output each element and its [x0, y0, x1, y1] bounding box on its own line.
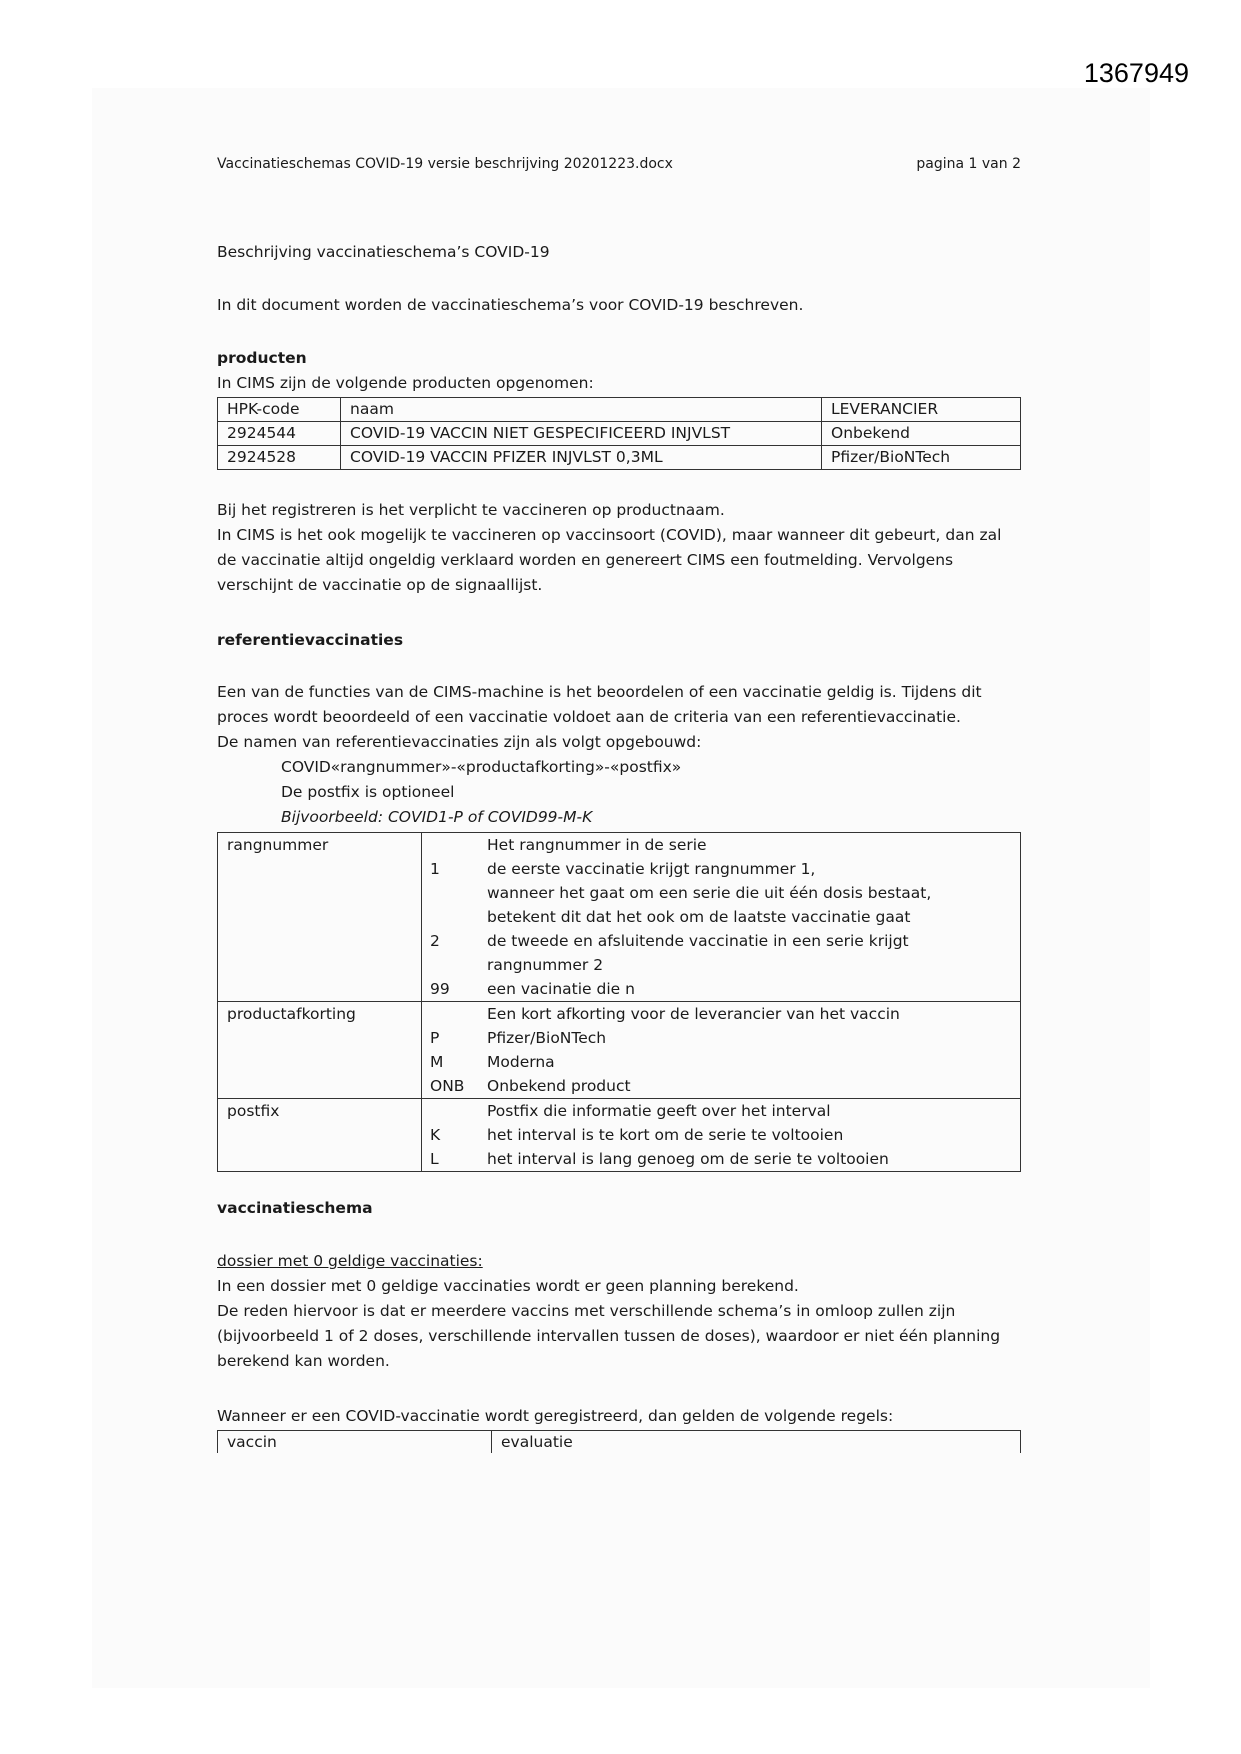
schema-paragraph [217, 1249, 1021, 1374]
naming-example: Bijvoorbeeld: COVID1-P of COVID99-M-K [281, 808, 593, 826]
table-row-rangnummer [218, 833, 1021, 1002]
code-value [430, 881, 470, 905]
code-value: 2 [430, 932, 440, 950]
description-line: Moderna [487, 1053, 555, 1071]
registratie-line: In CIMS is het ook mogelijk te vaccineren op vaccinsoort (COVID), maar wanneer dit gebeurt, dan zal [217, 526, 1002, 544]
rules-table [217, 1430, 1021, 1453]
registratie-line: verschijnt de vaccinatie op de signaallijst. [217, 576, 543, 594]
description-line: Het rangnummer in de serie [487, 836, 707, 854]
table-row-postfix [218, 1099, 1021, 1172]
schema-line: In een dossier met 0 geldige vaccinaties wordt er geen planning berekend. [217, 1277, 799, 1295]
description-line: Een kort afkorting voor de leverancier van het vaccin [487, 1005, 900, 1023]
description-line: Postfix die informatie geeft over het interval [487, 1102, 831, 1120]
table-header-row [218, 1431, 1021, 1454]
code-column [422, 1002, 480, 1099]
cell-hpk: 2924528 [218, 446, 341, 470]
description-column [479, 1099, 1021, 1172]
description-line: het interval is te kort om de serie te voltooien [487, 1126, 844, 1144]
intro-text: In dit document worden de vaccinatieschema’s voor COVID-19 beschreven. [217, 296, 804, 314]
description-line: betekent dit dat het ook om de laatste vaccinatie gaat [487, 908, 911, 926]
cell-naam: COVID-19 VACCIN NIET GESPECIFICEERD INJVLST [341, 422, 822, 446]
schema-line: berekend kan worden. [217, 1352, 390, 1370]
code-value [430, 1002, 470, 1026]
referentie-paragraph [217, 680, 1021, 830]
code-value [430, 833, 470, 857]
referentie-line: Een van de functies van de CIMS-machine is het beoordelen of een vaccinatie geldig is. Tijdens dit [217, 683, 982, 701]
column-header-leverancier: LEVERANCIER [822, 398, 1021, 422]
code-column [422, 833, 480, 1002]
row-label-rangnummer: rangnummer [218, 833, 422, 1002]
description-line: een vacinatie die n [487, 980, 635, 998]
table-row [218, 446, 1021, 470]
description-line: het interval is lang genoeg om de serie te voltooien [487, 1150, 889, 1168]
column-header-vaccin: vaccin [218, 1431, 492, 1454]
schema-line: De reden hiervoor is dat er meerdere vaccins met verschillende schema’s in omloop zullen zijn [217, 1302, 956, 1320]
code-value [430, 953, 470, 977]
code-value: 1 [430, 860, 440, 878]
description-line: wanneer het gaat om een serie die uit één dosis bestaat, [487, 884, 932, 902]
naming-pattern: COVID«rangnummer»-«productafkorting»-«postfix» [281, 758, 682, 776]
document-title: Beschrijving vaccinatieschema’s COVID-19 [217, 243, 550, 261]
code-value: P [430, 1029, 440, 1047]
code-value: L [430, 1150, 439, 1168]
rules-lead: Wanneer er een COVID-vaccinatie wordt geregistreerd, dan gelden de volgende regels: [217, 1407, 894, 1425]
referentie-line: De namen van referentievaccinaties zijn als volgt opgebouwd: [217, 733, 702, 751]
page-header [217, 152, 1021, 177]
naming-table [217, 832, 1021, 1172]
schema-line: (bijvoorbeeld 1 of 2 doses, verschillende intervallen tussen de doses), waardoor er niet één planning [217, 1327, 1001, 1345]
table-header-row [218, 398, 1021, 422]
producten-heading: producten [217, 349, 307, 367]
description-line: de eerste vaccinatie krijgt rangnummer 1, [487, 860, 816, 878]
row-label-productafkorting: productafkorting [218, 1002, 422, 1099]
row-label-postfix: postfix [218, 1099, 422, 1172]
naming-table-wrapper [217, 832, 1021, 1172]
description-column [479, 833, 1021, 1002]
cell-leverancier: Onbekend [822, 422, 1021, 446]
column-header-naam: naam [341, 398, 822, 422]
code-column [422, 1099, 480, 1172]
code-value: 99 [430, 980, 450, 998]
code-value: M [430, 1053, 444, 1071]
cell-leverancier: Pfizer/BioNTech [822, 446, 1021, 470]
header-filename: Vaccinatieschemas COVID-19 versie beschrijving 20201223.docx [217, 156, 673, 172]
producten-table-wrapper [217, 397, 1021, 470]
column-header-evaluatie: evaluatie [492, 1431, 1021, 1454]
cell-hpk: 2924544 [218, 422, 341, 446]
referentie-line: proces wordt beoordeeld of een vaccinatie voldoet aan de criteria van een referentievaccinatie. [217, 708, 961, 726]
header-page-number: pagina 1 van 2 [916, 156, 1021, 172]
registratie-line: Bij het registreren is het verplicht te vaccineren op productnaam. [217, 501, 725, 519]
code-value [430, 905, 470, 929]
postfix-optional-note: De postfix is optioneel [281, 783, 455, 801]
referentie-heading: referentievaccinaties [217, 631, 404, 649]
registratie-paragraph [217, 498, 1021, 598]
description-line: de tweede en afsluitende vaccinatie in een serie krijgt [487, 932, 909, 950]
producten-table [217, 397, 1021, 470]
description-line: Onbekend product [487, 1077, 631, 1095]
schema-heading: vaccinatieschema [217, 1199, 373, 1217]
table-row [218, 422, 1021, 446]
code-value: ONB [430, 1077, 465, 1095]
producten-lead: In CIMS zijn de volgende producten opgenomen: [217, 374, 594, 392]
description-column [479, 1002, 1021, 1099]
registratie-line: de vaccinatie altijd ongeldig verklaard worden en genereert CIMS een foutmelding. Vervolgens [217, 551, 954, 569]
cell-naam: COVID-19 VACCIN PFIZER INJVLST 0,3ML [341, 446, 822, 470]
document-id: 1367949 [1083, 58, 1189, 88]
rules-table-wrapper [217, 1430, 1021, 1453]
description-line: Pfizer/BioNTech [487, 1029, 607, 1047]
schema-subheading: dossier met 0 geldige vaccinaties: [217, 1252, 483, 1270]
description-line: rangnummer 2 [487, 956, 604, 974]
table-row-productafkorting [218, 1002, 1021, 1099]
code-value: K [430, 1126, 441, 1144]
column-header-hpk: HPK-code [218, 398, 341, 422]
code-value [430, 1099, 470, 1123]
